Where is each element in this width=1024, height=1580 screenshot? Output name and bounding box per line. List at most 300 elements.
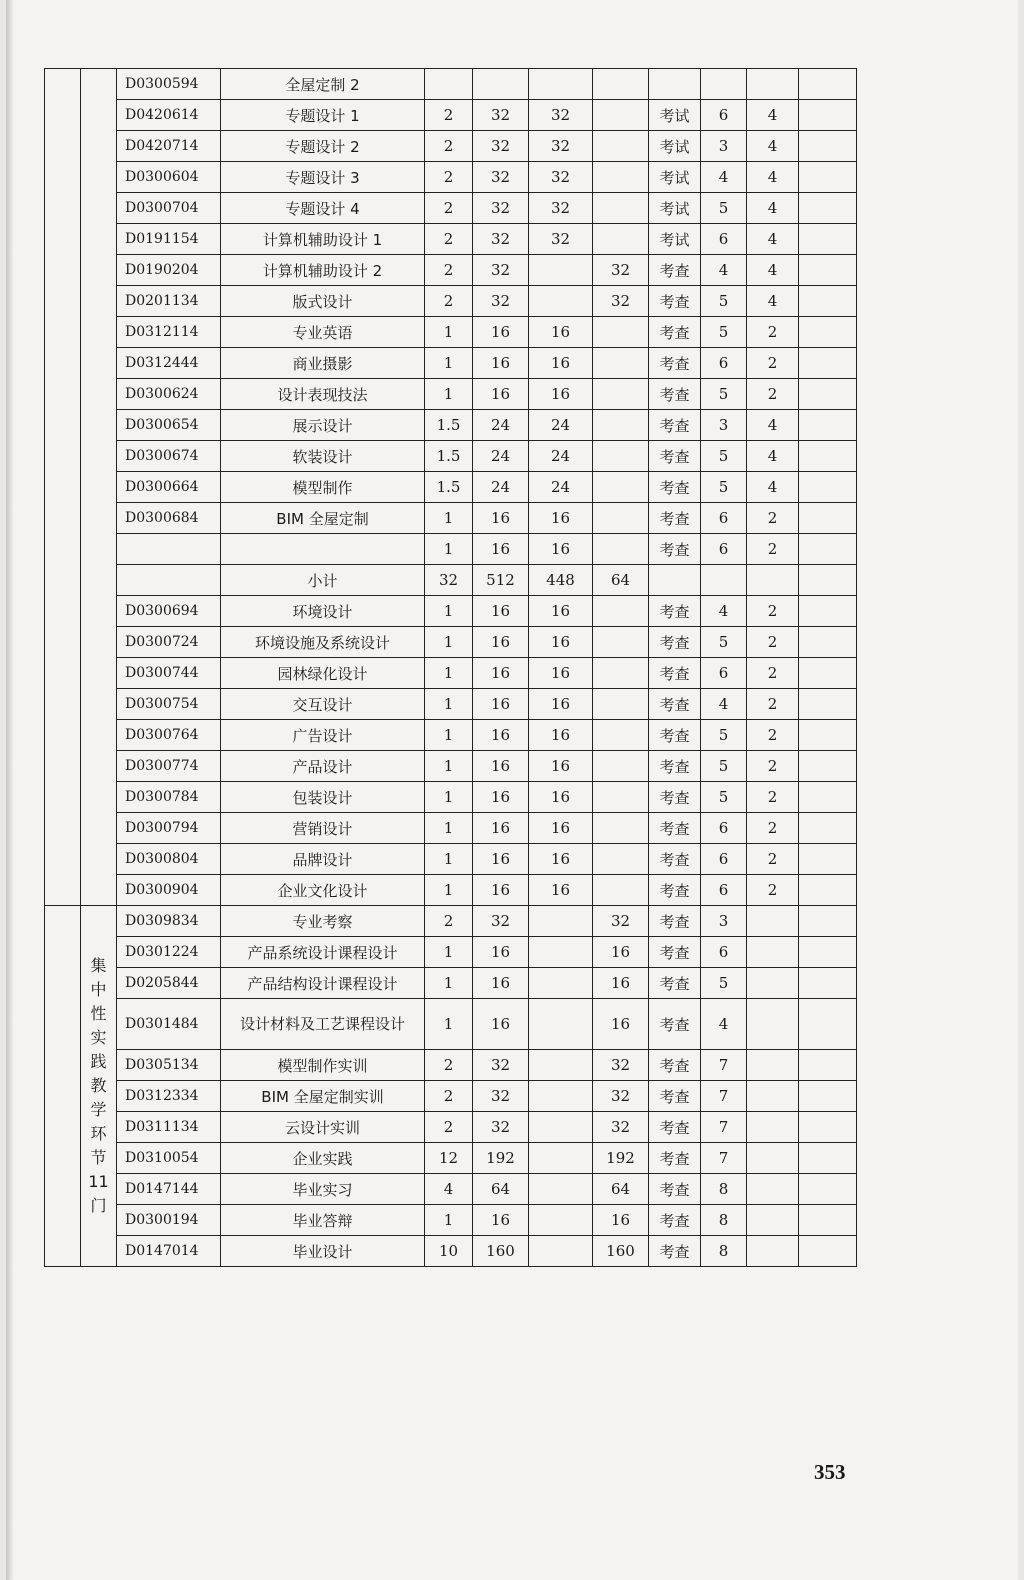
- theory-hours: 16: [529, 751, 593, 782]
- credits: 2: [425, 100, 473, 131]
- credits: 1: [425, 751, 473, 782]
- table-row: [45, 1236, 857, 1267]
- table-row: [45, 968, 857, 999]
- empty-cell: [799, 1143, 857, 1174]
- credits: 1: [425, 782, 473, 813]
- total-hours: 32: [473, 1050, 529, 1081]
- assessment-type: 考查: [649, 813, 701, 844]
- assessment-type: [649, 69, 701, 100]
- course-name: 营销设计: [221, 813, 425, 844]
- empty-cell: [799, 348, 857, 379]
- group-label: 集中性实践教学环节11门: [81, 906, 117, 1267]
- empty-cell: [799, 534, 857, 565]
- empty-cell: [799, 317, 857, 348]
- total-hours: 16: [473, 317, 529, 348]
- theory-hours: 16: [529, 658, 593, 689]
- assessment-type: 考查: [649, 906, 701, 937]
- theory-hours: 16: [529, 782, 593, 813]
- assessment-type: 考查: [649, 317, 701, 348]
- semester: 5: [701, 317, 747, 348]
- practice-hours: 64: [593, 565, 649, 596]
- course-code: D0305134: [117, 1050, 221, 1081]
- course-name: 产品系统设计课程设计: [221, 937, 425, 968]
- course-code: D0312444: [117, 348, 221, 379]
- course-name: 企业实践: [221, 1143, 425, 1174]
- credits: 1: [425, 503, 473, 534]
- table-row: [45, 162, 857, 193]
- group-cell-outer: [45, 69, 81, 906]
- credits: 32: [425, 565, 473, 596]
- practice-hours: [593, 379, 649, 410]
- theory-hours: 16: [529, 689, 593, 720]
- table-row: [45, 720, 857, 751]
- empty-cell: [799, 906, 857, 937]
- total-hours: 32: [473, 131, 529, 162]
- credits: 2: [425, 286, 473, 317]
- credits: 1: [425, 627, 473, 658]
- empty-cell: [799, 286, 857, 317]
- course-code: D0301484: [117, 999, 221, 1050]
- course-name: 计算机辅助设计 1: [221, 224, 425, 255]
- total-hours: [473, 69, 529, 100]
- assessment-type: 考查: [649, 503, 701, 534]
- total-hours: 24: [473, 410, 529, 441]
- theory-hours: 24: [529, 441, 593, 472]
- practice-hours: [593, 596, 649, 627]
- weekly-hours: [747, 1236, 799, 1267]
- course-code: D0310054: [117, 1143, 221, 1174]
- weekly-hours: 2: [747, 596, 799, 627]
- practice-hours: 32: [593, 1050, 649, 1081]
- total-hours: 16: [473, 534, 529, 565]
- table-row: [45, 906, 857, 937]
- course-code: D0300674: [117, 441, 221, 472]
- table-row: [45, 875, 857, 906]
- theory-hours: [529, 255, 593, 286]
- empty-cell: [799, 1081, 857, 1112]
- table-row: [45, 565, 857, 596]
- theory-hours: [529, 1236, 593, 1267]
- weekly-hours: 2: [747, 348, 799, 379]
- theory-hours: [529, 1112, 593, 1143]
- semester: 8: [701, 1205, 747, 1236]
- weekly-hours: 2: [747, 658, 799, 689]
- course-name: BIM 全屋定制实训: [221, 1081, 425, 1112]
- assessment-type: 考查: [649, 441, 701, 472]
- weekly-hours: [747, 1205, 799, 1236]
- course-name: 环境设施及系统设计: [221, 627, 425, 658]
- assessment-type: 考查: [649, 596, 701, 627]
- total-hours: 16: [473, 658, 529, 689]
- course-code: D0300784: [117, 782, 221, 813]
- course-name: 毕业答辩: [221, 1205, 425, 1236]
- credits: 2: [425, 131, 473, 162]
- assessment-type: 考查: [649, 720, 701, 751]
- empty-cell: [799, 162, 857, 193]
- weekly-hours: 4: [747, 441, 799, 472]
- course-code: D0190204: [117, 255, 221, 286]
- course-name: [221, 534, 425, 565]
- theory-hours: 16: [529, 503, 593, 534]
- semester: [701, 69, 747, 100]
- semester: 4: [701, 596, 747, 627]
- practice-hours: [593, 348, 649, 379]
- empty-cell: [799, 100, 857, 131]
- weekly-hours: [747, 1081, 799, 1112]
- course-name: 商业摄影: [221, 348, 425, 379]
- assessment-type: 考查: [649, 1050, 701, 1081]
- weekly-hours: [747, 69, 799, 100]
- theory-hours: [529, 1174, 593, 1205]
- theory-hours: [529, 1143, 593, 1174]
- total-hours: 16: [473, 937, 529, 968]
- course-name: 软装设计: [221, 441, 425, 472]
- weekly-hours: 4: [747, 255, 799, 286]
- empty-cell: [799, 1236, 857, 1267]
- table-row: [45, 689, 857, 720]
- practice-hours: 32: [593, 255, 649, 286]
- empty-cell: [799, 379, 857, 410]
- credits: 1: [425, 317, 473, 348]
- credits: 1: [425, 689, 473, 720]
- theory-hours: 16: [529, 348, 593, 379]
- assessment-type: 考查: [649, 286, 701, 317]
- theory-hours: 32: [529, 224, 593, 255]
- credits: 1: [425, 534, 473, 565]
- assessment-type: 考查: [649, 1174, 701, 1205]
- total-hours: 16: [473, 503, 529, 534]
- weekly-hours: 4: [747, 224, 799, 255]
- theory-hours: 448: [529, 565, 593, 596]
- empty-cell: [799, 565, 857, 596]
- theory-hours: 16: [529, 379, 593, 410]
- assessment-type: 考查: [649, 999, 701, 1050]
- semester: 6: [701, 534, 747, 565]
- semester: 5: [701, 751, 747, 782]
- course-name: 设计材料及工艺课程设计: [221, 999, 425, 1050]
- credits: 4: [425, 1174, 473, 1205]
- course-code: D0300624: [117, 379, 221, 410]
- empty-cell: [799, 875, 857, 906]
- course-name: 云设计实训: [221, 1112, 425, 1143]
- book-page: [6, 0, 1018, 1580]
- course-name: 设计表现技法: [221, 379, 425, 410]
- course-code: D0300724: [117, 627, 221, 658]
- assessment-type: 考试: [649, 224, 701, 255]
- total-hours: 16: [473, 782, 529, 813]
- course-name: 专题设计 2: [221, 131, 425, 162]
- assessment-type: 考试: [649, 193, 701, 224]
- practice-hours: 32: [593, 1081, 649, 1112]
- total-hours: 32: [473, 286, 529, 317]
- semester: 6: [701, 224, 747, 255]
- course-code: D0300604: [117, 162, 221, 193]
- theory-hours: 16: [529, 534, 593, 565]
- table-row: [45, 751, 857, 782]
- course-code: D0300704: [117, 193, 221, 224]
- practice-hours: [593, 131, 649, 162]
- course-code: D0300664: [117, 472, 221, 503]
- weekly-hours: 2: [747, 844, 799, 875]
- empty-cell: [799, 69, 857, 100]
- total-hours: 16: [473, 844, 529, 875]
- course-code: D0147144: [117, 1174, 221, 1205]
- weekly-hours: 2: [747, 689, 799, 720]
- empty-cell: [799, 410, 857, 441]
- semester: 5: [701, 968, 747, 999]
- weekly-hours: 4: [747, 162, 799, 193]
- course-name: 毕业设计: [221, 1236, 425, 1267]
- total-hours: 24: [473, 441, 529, 472]
- total-hours: 16: [473, 720, 529, 751]
- page-number: 353: [814, 1460, 846, 1484]
- semester: 7: [701, 1143, 747, 1174]
- empty-cell: [799, 1174, 857, 1205]
- assessment-type: 考查: [649, 379, 701, 410]
- table-row: [45, 782, 857, 813]
- table-row: [45, 131, 857, 162]
- total-hours: 32: [473, 162, 529, 193]
- course-name: 模型制作实训: [221, 1050, 425, 1081]
- empty-cell: [799, 1112, 857, 1143]
- weekly-hours: [747, 937, 799, 968]
- course-code: D0205844: [117, 968, 221, 999]
- assessment-type: 考试: [649, 162, 701, 193]
- credits: 1: [425, 658, 473, 689]
- credits: 1.5: [425, 441, 473, 472]
- practice-hours: 16: [593, 968, 649, 999]
- credits: 1: [425, 937, 473, 968]
- semester: 7: [701, 1112, 747, 1143]
- course-name: 毕业实习: [221, 1174, 425, 1205]
- assessment-type: 考查: [649, 1081, 701, 1112]
- practice-hours: [593, 193, 649, 224]
- table-row: [45, 503, 857, 534]
- table-row: [45, 1205, 857, 1236]
- total-hours: 16: [473, 968, 529, 999]
- assessment-type: 考查: [649, 658, 701, 689]
- course-code: D0301224: [117, 937, 221, 968]
- table-row: [45, 472, 857, 503]
- course-code: D0312114: [117, 317, 221, 348]
- practice-hours: 32: [593, 1112, 649, 1143]
- course-code: D0312334: [117, 1081, 221, 1112]
- weekly-hours: [747, 906, 799, 937]
- semester: 6: [701, 348, 747, 379]
- credits: [425, 69, 473, 100]
- empty-cell: [799, 596, 857, 627]
- practice-hours: [593, 813, 649, 844]
- semester: 5: [701, 627, 747, 658]
- practice-hours: 16: [593, 1205, 649, 1236]
- weekly-hours: 2: [747, 534, 799, 565]
- practice-hours: [593, 503, 649, 534]
- course-code: [117, 534, 221, 565]
- course-name: 展示设计: [221, 410, 425, 441]
- total-hours: 16: [473, 999, 529, 1050]
- assessment-type: 考试: [649, 131, 701, 162]
- empty-cell: [799, 1050, 857, 1081]
- total-hours: 32: [473, 193, 529, 224]
- table-row: [45, 410, 857, 441]
- assessment-type: 考查: [649, 255, 701, 286]
- course-code: D0309834: [117, 906, 221, 937]
- credits: 1: [425, 844, 473, 875]
- course-name: 包装设计: [221, 782, 425, 813]
- course-name: 专题设计 4: [221, 193, 425, 224]
- empty-cell: [799, 782, 857, 813]
- semester: 5: [701, 720, 747, 751]
- course-name: 企业文化设计: [221, 875, 425, 906]
- weekly-hours: 4: [747, 472, 799, 503]
- credits: 1: [425, 348, 473, 379]
- semester: 4: [701, 255, 747, 286]
- theory-hours: 24: [529, 410, 593, 441]
- practice-hours: [593, 472, 649, 503]
- semester: 6: [701, 658, 747, 689]
- course-code: D0300654: [117, 410, 221, 441]
- semester: 7: [701, 1081, 747, 1112]
- table-row: [45, 1174, 857, 1205]
- semester: 6: [701, 844, 747, 875]
- semester: 3: [701, 410, 747, 441]
- weekly-hours: [747, 1143, 799, 1174]
- course-name: 全屋定制 2: [221, 69, 425, 100]
- table-row: [45, 1143, 857, 1174]
- theory-hours: [529, 968, 593, 999]
- practice-hours: 16: [593, 937, 649, 968]
- practice-hours: 64: [593, 1174, 649, 1205]
- assessment-type: [649, 565, 701, 596]
- theory-hours: [529, 937, 593, 968]
- course-code: D0300754: [117, 689, 221, 720]
- total-hours: 160: [473, 1236, 529, 1267]
- table-row: [45, 627, 857, 658]
- semester: 8: [701, 1174, 747, 1205]
- practice-hours: [593, 100, 649, 131]
- weekly-hours: [747, 1174, 799, 1205]
- credits: 1: [425, 596, 473, 627]
- assessment-type: 考查: [649, 348, 701, 379]
- semester: 3: [701, 906, 747, 937]
- semester: 6: [701, 937, 747, 968]
- course-code: D0300794: [117, 813, 221, 844]
- empty-cell: [799, 813, 857, 844]
- course-name: 版式设计: [221, 286, 425, 317]
- weekly-hours: 4: [747, 410, 799, 441]
- theory-hours: 32: [529, 193, 593, 224]
- credits: 2: [425, 1050, 473, 1081]
- course-name: 交互设计: [221, 689, 425, 720]
- theory-hours: [529, 1050, 593, 1081]
- semester: 5: [701, 472, 747, 503]
- total-hours: 16: [473, 1205, 529, 1236]
- table-row: [45, 1112, 857, 1143]
- course-name: 品牌设计: [221, 844, 425, 875]
- empty-cell: [799, 255, 857, 286]
- course-name: 小计: [221, 565, 425, 596]
- weekly-hours: 4: [747, 131, 799, 162]
- weekly-hours: 2: [747, 317, 799, 348]
- credits: 2: [425, 1081, 473, 1112]
- weekly-hours: [747, 1050, 799, 1081]
- assessment-type: 考查: [649, 782, 701, 813]
- semester: 5: [701, 441, 747, 472]
- credits: 1: [425, 999, 473, 1050]
- weekly-hours: 2: [747, 751, 799, 782]
- credits: 1: [425, 875, 473, 906]
- table-row: [45, 534, 857, 565]
- empty-cell: [799, 472, 857, 503]
- total-hours: 32: [473, 255, 529, 286]
- course-name: 广告设计: [221, 720, 425, 751]
- practice-hours: [593, 875, 649, 906]
- course-code: D0300744: [117, 658, 221, 689]
- theory-hours: 16: [529, 875, 593, 906]
- course-name: 专业英语: [221, 317, 425, 348]
- course-code: D0300774: [117, 751, 221, 782]
- weekly-hours: 4: [747, 193, 799, 224]
- semester: [701, 565, 747, 596]
- weekly-hours: 4: [747, 100, 799, 131]
- practice-hours: [593, 689, 649, 720]
- practice-hours: [593, 844, 649, 875]
- practice-hours: [593, 627, 649, 658]
- semester: 4: [701, 162, 747, 193]
- assessment-type: 考试: [649, 100, 701, 131]
- course-name: 专题设计 3: [221, 162, 425, 193]
- course-code: D0300684: [117, 503, 221, 534]
- course-name: 产品结构设计课程设计: [221, 968, 425, 999]
- practice-hours: [593, 751, 649, 782]
- theory-hours: 16: [529, 813, 593, 844]
- assessment-type: 考查: [649, 627, 701, 658]
- weekly-hours: 2: [747, 813, 799, 844]
- course-code: D0300194: [117, 1205, 221, 1236]
- weekly-hours: [747, 1112, 799, 1143]
- weekly-hours: [747, 968, 799, 999]
- semester: 8: [701, 1236, 747, 1267]
- practice-hours: [593, 658, 649, 689]
- practice-hours: 16: [593, 999, 649, 1050]
- course-code: D0300764: [117, 720, 221, 751]
- course-code: D0420714: [117, 131, 221, 162]
- theory-hours: 16: [529, 627, 593, 658]
- group-cell-inner: [81, 69, 117, 906]
- practice-hours: 192: [593, 1143, 649, 1174]
- theory-hours: 16: [529, 317, 593, 348]
- weekly-hours: 2: [747, 782, 799, 813]
- credits: 1.5: [425, 472, 473, 503]
- table-row: [45, 193, 857, 224]
- assessment-type: 考查: [649, 689, 701, 720]
- theory-hours: 32: [529, 131, 593, 162]
- course-name: BIM 全屋定制: [221, 503, 425, 534]
- practice-hours: 32: [593, 906, 649, 937]
- assessment-type: 考查: [649, 472, 701, 503]
- table-row: [45, 286, 857, 317]
- weekly-hours: 2: [747, 379, 799, 410]
- credits: 2: [425, 162, 473, 193]
- weekly-hours: 4: [747, 286, 799, 317]
- assessment-type: 考查: [649, 534, 701, 565]
- empty-cell: [799, 720, 857, 751]
- assessment-type: 考查: [649, 1143, 701, 1174]
- weekly-hours: 2: [747, 627, 799, 658]
- semester: 5: [701, 379, 747, 410]
- semester: 3: [701, 131, 747, 162]
- total-hours: 16: [473, 379, 529, 410]
